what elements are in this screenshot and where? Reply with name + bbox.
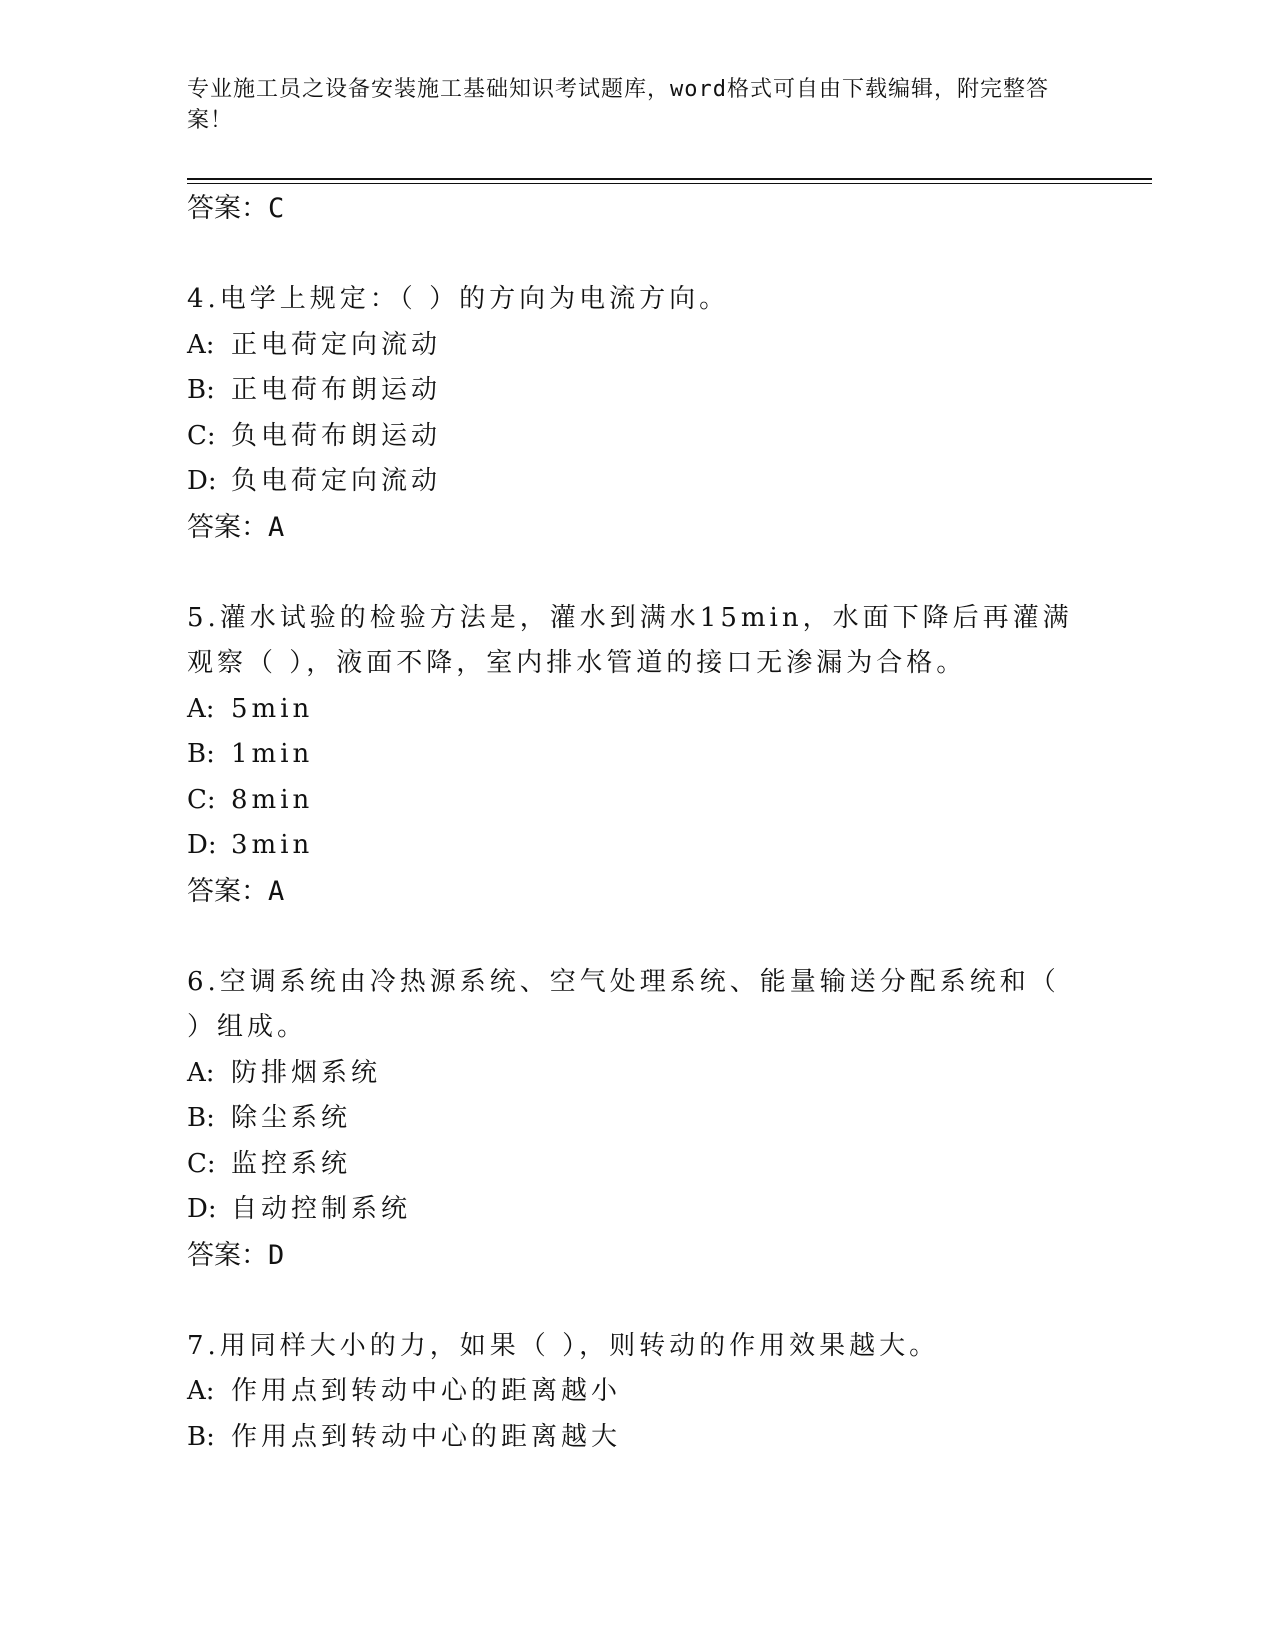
question-text: 5.灌水试验的检验方法是，灌水到满水15min，水面下降后再灌满观察（ ），液面不降，室内排水管道的接口无渗漏为合格。 — [187, 602, 1073, 678]
option-label: C: — [187, 784, 216, 815]
option-text: 除尘系统 — [231, 1103, 352, 1133]
option-text: 正电荷定向流动 — [231, 329, 442, 360]
option-text: 负电荷布朗运动 — [231, 420, 442, 451]
option-b — [187, 1096, 1087, 1142]
answer-line: 答案：C — [187, 193, 285, 224]
option-label: B: — [187, 1421, 215, 1452]
question-item — [187, 1324, 1087, 1461]
option-text: 3min — [231, 830, 314, 860]
answer-line: 答案：A — [187, 875, 285, 907]
option-text: 作用点到转动中心的距离越小 — [231, 1376, 622, 1406]
option-c — [187, 778, 1087, 824]
question-item — [187, 596, 1087, 914]
option-label: C: — [187, 420, 216, 451]
option-d — [187, 1187, 1087, 1233]
option-label: D: — [187, 1194, 217, 1224]
header-divider-thin — [187, 183, 1152, 184]
option-d — [187, 459, 1087, 505]
option-text: 负电荷定向流动 — [231, 466, 442, 496]
option-label: A: — [187, 1057, 215, 1088]
option-label: A: — [187, 693, 215, 724]
option-label: A: — [187, 329, 215, 360]
question-item — [187, 960, 1087, 1278]
option-a — [187, 687, 1087, 733]
option-label: C: — [187, 1148, 216, 1179]
option-label: B: — [187, 375, 215, 405]
option-a — [187, 323, 1087, 369]
question-text: 7.用同样大小的力，如果（ ），则转动的作用效果越大。 — [187, 1330, 940, 1361]
option-label: D: — [187, 830, 217, 860]
question-text: 6.空调系统由冷热源系统、空气处理系统、能量输送分配系统和（ ）组成。 — [187, 966, 1060, 1042]
option-label: A: — [187, 1376, 215, 1406]
answer-line: 答案：D — [187, 1239, 285, 1271]
option-d — [187, 823, 1087, 869]
option-label: B: — [187, 1103, 215, 1133]
option-text: 自动控制系统 — [231, 1194, 412, 1224]
question-text: 4.电学上规定：（ ）的方向为电流方向。 — [187, 284, 730, 314]
option-text: 防排烟系统 — [231, 1057, 382, 1088]
option-c — [187, 414, 1087, 460]
option-b — [187, 732, 1087, 778]
question-list — [187, 186, 1087, 1460]
header-divider-thick — [187, 178, 1152, 180]
option-text: 监控系统 — [231, 1148, 352, 1179]
option-b — [187, 1415, 1087, 1461]
option-c — [187, 1142, 1087, 1188]
option-text: 正电荷布朗运动 — [231, 375, 442, 405]
option-a — [187, 1369, 1087, 1415]
option-label: D: — [187, 466, 217, 496]
option-text: 8min — [231, 784, 314, 815]
option-a — [187, 1051, 1087, 1097]
question-item — [187, 277, 1087, 550]
option-text: 1min — [231, 739, 314, 769]
document-header: 专业施工员之设备安装施工基础知识考试题库，word格式可自由下载编辑，附完整答案！ — [187, 77, 1049, 133]
answer-line: 答案：A — [187, 511, 285, 543]
option-text: 作用点到转动中心的距离越大 — [231, 1421, 622, 1452]
option-b — [187, 368, 1087, 414]
option-label: B: — [187, 739, 215, 769]
option-text: 5min — [231, 693, 314, 724]
